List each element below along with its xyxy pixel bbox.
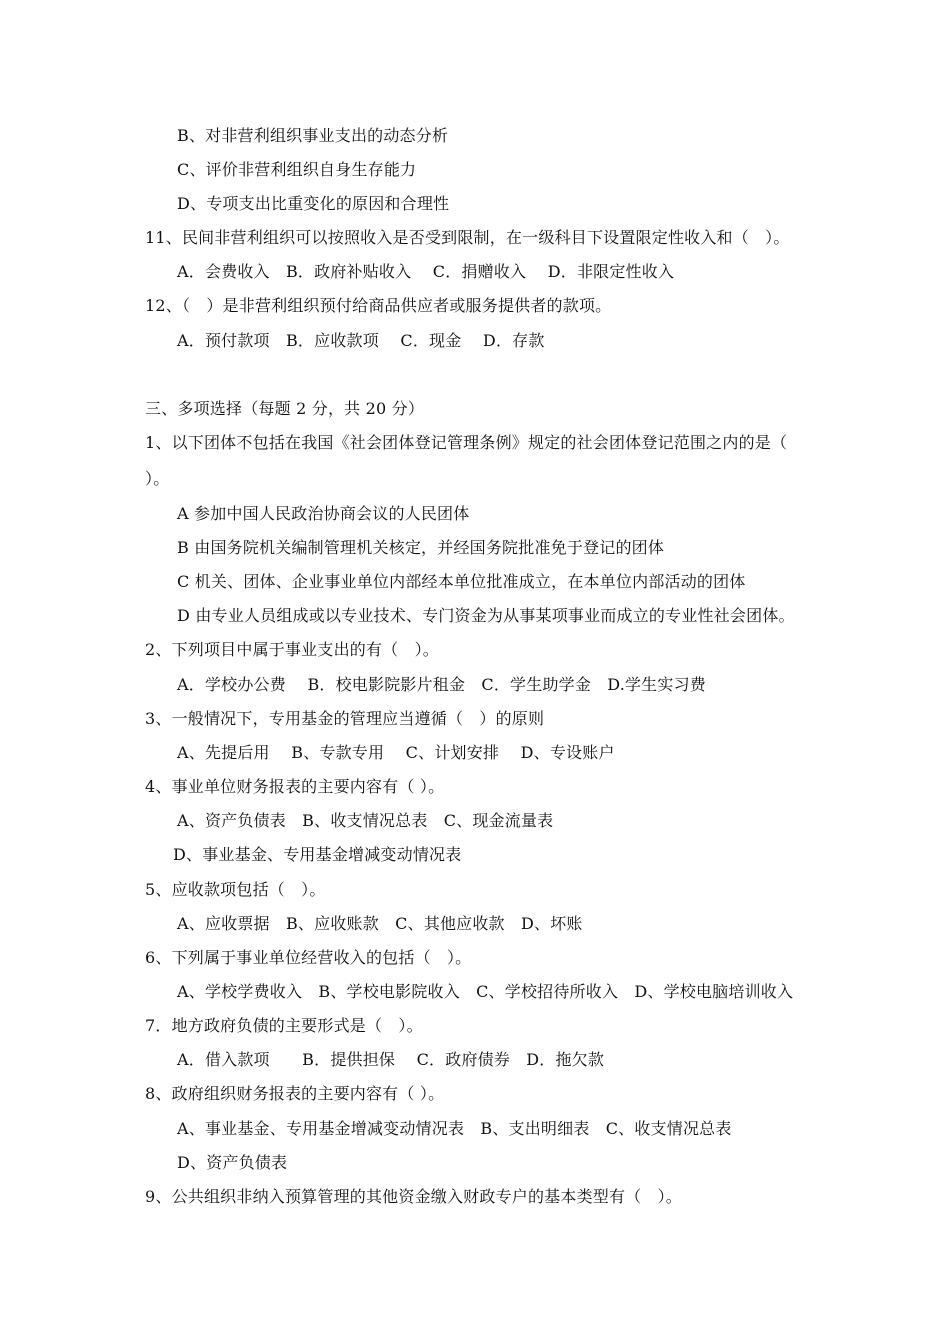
option-line: A、先提后用 B、专款专用 C、计划安排 D、专设账户: [177, 743, 615, 762]
option-line: D 由专业人员组成或以专业技术、专门资金为从事某项事业而成立的专业性社会团体。: [177, 606, 795, 625]
option-line: A、资产负债表 B、收支情况总表 C、现金流量表: [177, 811, 554, 830]
question-line: 5、应收款项包括（ ）。: [145, 880, 326, 899]
option-line: C 机关、团体、企业事业单位内部经本单位批准成立，在本单位内部活动的团体: [177, 572, 746, 591]
option-line: D、资产负债表: [177, 1153, 288, 1172]
question-line: 12、（ ）是非营利组织预付给商品供应者或服务提供者的款项。: [145, 296, 612, 315]
question-line: 6、下列属于事业单位经营收入的包括（ ）。: [145, 948, 472, 967]
question-line: ）。: [145, 469, 170, 488]
question-line: 4、事业单位财务报表的主要内容有（ ）。: [145, 777, 445, 796]
option-line: A．学校办公费 B．校电影院影片租金 C．学生助学金 D.学生实习费: [177, 675, 706, 694]
question-line: 8、政府组织财务报表的主要内容有（ ）。: [145, 1084, 445, 1103]
section-heading: 三、多项选择（每题 2 分，共 20 分）: [145, 399, 425, 418]
option-line: D、事业基金、专用基金增减变动情况表: [173, 845, 462, 864]
question-line: 11、民间非营利组织可以按照收入是否受到限制，在一级科目下设置限定性收入和（ ）。: [145, 228, 790, 247]
option-line: D、专项支出比重变化的原因和合理性: [177, 194, 450, 213]
option-line: B 由国务院机关编制管理机关核定，并经国务院批准免于登记的团体: [177, 538, 665, 557]
question-line: 7．地方政府负债的主要形式是（ ）。: [145, 1016, 423, 1035]
option-line: A、应收票据 B、应收账款 C、其他应收款 D、坏账: [177, 914, 583, 933]
option-line: A．借入款项 B．提供担保 C．政府债券 D．拖欠款: [177, 1050, 605, 1069]
option-line: A．预付款项 B．应收款项 C．现金 D．存款: [177, 331, 545, 350]
option-line: A 参加中国人民政治协商会议的人民团体: [177, 504, 470, 523]
option-line: A、事业基金、专用基金增减变动情况表 B、支出明细表 C、收支情况总表: [177, 1119, 732, 1138]
option-line: C、评价非营利组织自身生存能力: [177, 160, 417, 179]
question-line: 9、公共组织非纳入预算管理的其他资金缴入财政专户的基本类型有（ ）。: [145, 1187, 682, 1206]
option-line: A、学校学费收入 B、学校电影院收入 C、学校招待所收入 D、学校电脑培训收入: [177, 982, 794, 1001]
question-line: 2、下列项目中属于事业支出的有（ ）。: [145, 640, 439, 659]
question-line: 1、以下团体不包括在我国《社会团体登记管理条例》规定的社会团体登记范围之内的是（: [145, 433, 788, 452]
option-line: A．会费收入 B．政府补贴收入 C．捐赠收入 D．非限定性收入: [177, 262, 675, 281]
question-line: 3、一般情况下，专用基金的管理应当遵循（ ）的原则: [145, 709, 545, 728]
option-line: B、对非营利组织事业支出的动态分析: [177, 126, 449, 145]
